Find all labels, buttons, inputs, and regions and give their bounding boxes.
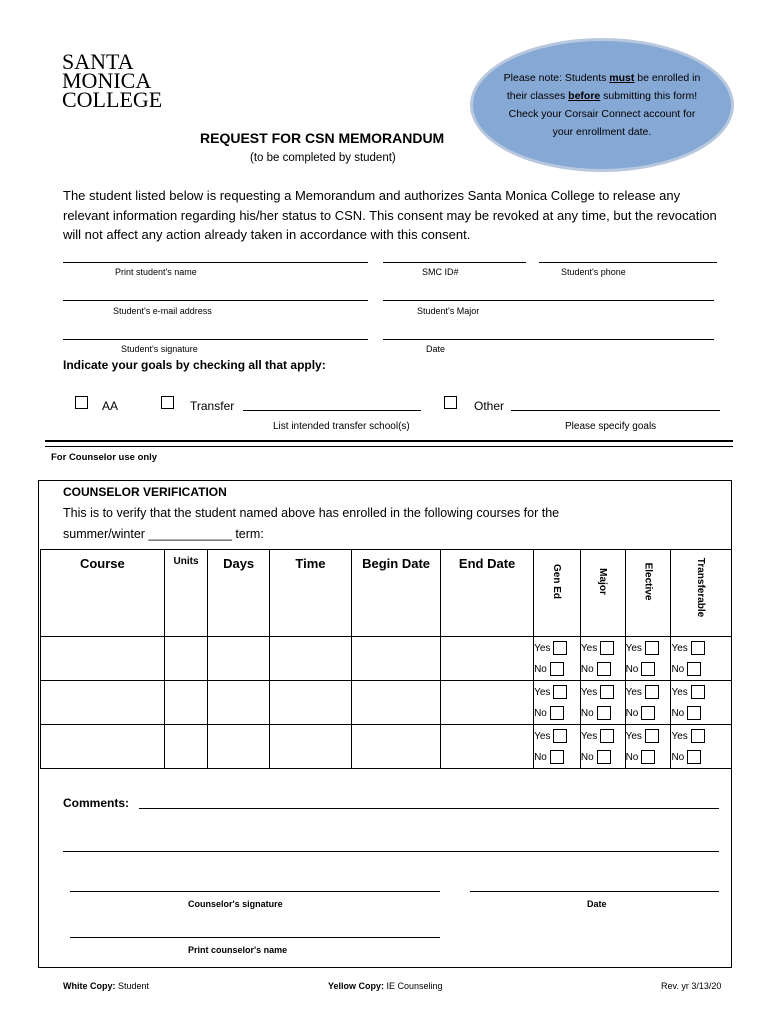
no-label: No bbox=[625, 751, 639, 763]
counselor-use-only: For Counselor use only bbox=[51, 452, 158, 463]
yes-label: Yes bbox=[580, 686, 598, 698]
yes-checkbox[interactable] bbox=[645, 729, 659, 743]
transferable-label: Transferable bbox=[695, 557, 707, 618]
table-row bbox=[41, 637, 732, 681]
no-label: No bbox=[625, 663, 639, 675]
units-header: Units bbox=[164, 550, 208, 637]
page-title: REQUEST FOR CSN MEMORANDUM bbox=[200, 130, 445, 146]
yes-label: Yes bbox=[671, 730, 688, 742]
no-checkbox[interactable] bbox=[597, 750, 611, 764]
yes-checkbox[interactable] bbox=[600, 729, 614, 743]
major-header bbox=[580, 550, 625, 637]
signature-field[interactable] bbox=[63, 339, 368, 340]
smc-id-label: SMC ID# bbox=[422, 267, 459, 277]
no-checkbox[interactable] bbox=[550, 706, 564, 720]
major-field[interactable] bbox=[383, 300, 714, 301]
yes-no-cell bbox=[671, 681, 732, 725]
courses-table bbox=[40, 549, 732, 769]
yes-checkbox[interactable] bbox=[691, 685, 705, 699]
yes-label: Yes bbox=[671, 642, 688, 654]
verify-text-a: This is to verify that the student named above has enrolled in the following courses for the bbox=[63, 506, 560, 520]
phone-label: Student's phone bbox=[561, 267, 626, 277]
time-header: Time bbox=[269, 550, 351, 637]
counselor-name-field[interactable] bbox=[70, 937, 440, 938]
course-cell[interactable] bbox=[208, 637, 270, 681]
no-label: No bbox=[671, 663, 685, 675]
counselor-date-label: Date bbox=[587, 899, 607, 909]
goals-heading: Indicate your goals by checking all that apply: bbox=[63, 358, 326, 372]
course-cell[interactable] bbox=[208, 681, 270, 725]
course-cell[interactable] bbox=[164, 725, 208, 769]
no-label: No bbox=[580, 663, 594, 675]
course-cell[interactable] bbox=[269, 681, 351, 725]
phone-field[interactable] bbox=[539, 262, 717, 263]
yes-checkbox[interactable] bbox=[600, 641, 614, 655]
major-label: Major bbox=[597, 568, 609, 595]
comments-label: Comments: bbox=[63, 796, 130, 810]
no-checkbox[interactable] bbox=[687, 750, 701, 764]
no-checkbox[interactable] bbox=[641, 662, 655, 676]
yes-label: Yes bbox=[671, 686, 688, 698]
yes-label: Yes bbox=[534, 730, 551, 742]
yes-checkbox[interactable] bbox=[691, 641, 705, 655]
major-label: Student's Major bbox=[417, 306, 480, 316]
enrollment-notice bbox=[470, 38, 734, 172]
course-cell[interactable] bbox=[41, 725, 165, 769]
revision: Rev. yr 3/13/20 bbox=[661, 981, 722, 991]
comments-field-line-1[interactable] bbox=[139, 808, 719, 809]
no-label: No bbox=[534, 751, 547, 763]
course-cell[interactable] bbox=[441, 681, 534, 725]
gen-ed-label: Gen Ed bbox=[551, 563, 563, 600]
course-header: Course bbox=[41, 550, 165, 637]
gen-ed-header bbox=[534, 550, 581, 637]
course-cell[interactable] bbox=[441, 637, 534, 681]
verify-text-b: summer/winter ____________ term: bbox=[63, 527, 264, 541]
section-divider bbox=[45, 440, 733, 447]
counselor-signature-label: Counselor's signature bbox=[188, 899, 283, 909]
logo-line-3: COLLEGE bbox=[62, 87, 163, 112]
no-label: No bbox=[534, 663, 547, 675]
yes-checkbox[interactable] bbox=[553, 729, 567, 743]
email-label: Student's e-mail address bbox=[113, 306, 212, 316]
yes-label: Yes bbox=[534, 686, 551, 698]
no-checkbox[interactable] bbox=[550, 662, 564, 676]
college-logo bbox=[62, 49, 163, 112]
yes-no-cell bbox=[625, 637, 671, 681]
notice-middle: be enrolled in their classes bbox=[506, 72, 701, 102]
course-cell[interactable] bbox=[441, 725, 534, 769]
aa-checkbox[interactable] bbox=[75, 396, 88, 409]
counselor-heading: COUNSELOR VERIFICATION bbox=[63, 485, 227, 499]
course-cell[interactable] bbox=[352, 681, 441, 725]
white-copy-label: White Copy: bbox=[63, 981, 116, 991]
transfer-school-field[interactable] bbox=[243, 410, 421, 411]
yes-no-cell bbox=[534, 725, 581, 769]
counselor-name-label: Print counselor's name bbox=[188, 945, 288, 955]
no-label: No bbox=[580, 707, 594, 719]
yes-checkbox[interactable] bbox=[553, 641, 567, 655]
no-checkbox[interactable] bbox=[687, 706, 701, 720]
yes-label: Yes bbox=[625, 642, 642, 654]
table-row bbox=[41, 725, 732, 769]
end-date-header: End Date bbox=[441, 550, 534, 637]
aa-label: AA bbox=[102, 399, 119, 413]
yes-no-cell bbox=[534, 681, 581, 725]
no-label: No bbox=[534, 707, 547, 719]
yes-label: Yes bbox=[580, 642, 598, 654]
counselor-signature-field[interactable] bbox=[70, 891, 440, 892]
yes-no-cell bbox=[671, 637, 732, 681]
notice-must: must bbox=[609, 72, 635, 84]
no-label: No bbox=[671, 751, 685, 763]
white-copy-value: Student bbox=[118, 981, 150, 991]
comments-field-line-2[interactable] bbox=[63, 851, 719, 852]
smc-id-field[interactable] bbox=[383, 262, 526, 263]
yellow-copy-value: IE Counseling bbox=[386, 981, 443, 991]
course-cell[interactable] bbox=[269, 637, 351, 681]
days-header: Days bbox=[208, 550, 270, 637]
no-label: No bbox=[671, 707, 685, 719]
counselor-date-field[interactable] bbox=[470, 891, 719, 892]
yes-label: Yes bbox=[625, 686, 642, 698]
begin-date-header: Begin Date bbox=[352, 550, 441, 637]
transfer-hint: List intended transfer school(s) bbox=[273, 421, 410, 432]
notice-prefix: Please note: Students bbox=[503, 72, 610, 84]
other-goal-field[interactable] bbox=[511, 410, 720, 411]
yellow-copy bbox=[328, 981, 443, 991]
student-name-label: Print student's name bbox=[115, 267, 197, 277]
course-cell[interactable] bbox=[41, 637, 165, 681]
white-copy bbox=[63, 981, 149, 991]
other-label: Other bbox=[474, 399, 505, 413]
no-checkbox[interactable] bbox=[641, 750, 655, 764]
yes-label: Yes bbox=[625, 730, 642, 742]
course-cell[interactable] bbox=[41, 681, 165, 725]
no-label: No bbox=[580, 751, 594, 763]
transfer-label: Transfer bbox=[190, 399, 235, 413]
table-row bbox=[41, 681, 732, 725]
page-subtitle: (to be completed by student) bbox=[250, 152, 396, 164]
logo-line-2: MONICA bbox=[62, 68, 152, 93]
elective-label: Elective bbox=[642, 562, 654, 601]
signature-label: Student's signature bbox=[121, 344, 198, 354]
student-name-field[interactable] bbox=[63, 262, 368, 263]
other-hint: Please specify goals bbox=[565, 421, 657, 432]
elective-header bbox=[625, 550, 671, 637]
course-cell[interactable] bbox=[164, 681, 208, 725]
yes-label: Yes bbox=[580, 730, 598, 742]
no-label: No bbox=[625, 707, 639, 719]
course-cell[interactable] bbox=[208, 725, 270, 769]
yes-no-cell bbox=[534, 637, 581, 681]
yes-no-cell bbox=[671, 725, 732, 769]
other-checkbox[interactable] bbox=[444, 396, 457, 409]
transferable-header bbox=[671, 550, 732, 637]
course-cell[interactable] bbox=[269, 725, 351, 769]
yes-no-cell bbox=[580, 725, 625, 769]
notice-before: before bbox=[568, 90, 601, 102]
notice-suffix: submitting this form! Check your Corsair Connect account for your enrollment date. bbox=[508, 90, 698, 138]
yes-checkbox[interactable] bbox=[600, 685, 614, 699]
course-cell[interactable] bbox=[352, 637, 441, 681]
no-checkbox[interactable] bbox=[550, 750, 564, 764]
yes-no-cell bbox=[625, 681, 671, 725]
yes-no-cell bbox=[625, 725, 671, 769]
yes-checkbox[interactable] bbox=[691, 729, 705, 743]
yes-checkbox[interactable] bbox=[645, 685, 659, 699]
email-field[interactable] bbox=[63, 300, 368, 301]
date-label: Date bbox=[426, 344, 446, 354]
no-checkbox[interactable] bbox=[597, 662, 611, 676]
course-cell[interactable] bbox=[164, 637, 208, 681]
yellow-copy-label: Yellow Copy: bbox=[328, 981, 385, 991]
yes-no-cell bbox=[580, 681, 625, 725]
consent-text: The student listed below is requesting a Memorandum and authorizes Santa Monica College to release any relevant information regarding his/her status to CSN. This consent may be revoked at any time, but the revocation will not affect any action already taken in accordance with this consent. bbox=[63, 188, 717, 242]
yes-label: Yes bbox=[534, 642, 551, 654]
yes-checkbox[interactable] bbox=[645, 641, 659, 655]
no-checkbox[interactable] bbox=[641, 706, 655, 720]
yes-no-cell bbox=[580, 637, 625, 681]
no-checkbox[interactable] bbox=[597, 706, 611, 720]
logo-line-1: SANTA bbox=[62, 49, 134, 74]
no-checkbox[interactable] bbox=[687, 662, 701, 676]
date-field[interactable] bbox=[383, 339, 714, 340]
transfer-checkbox[interactable] bbox=[161, 396, 174, 409]
course-cell[interactable] bbox=[352, 725, 441, 769]
yes-checkbox[interactable] bbox=[553, 685, 567, 699]
